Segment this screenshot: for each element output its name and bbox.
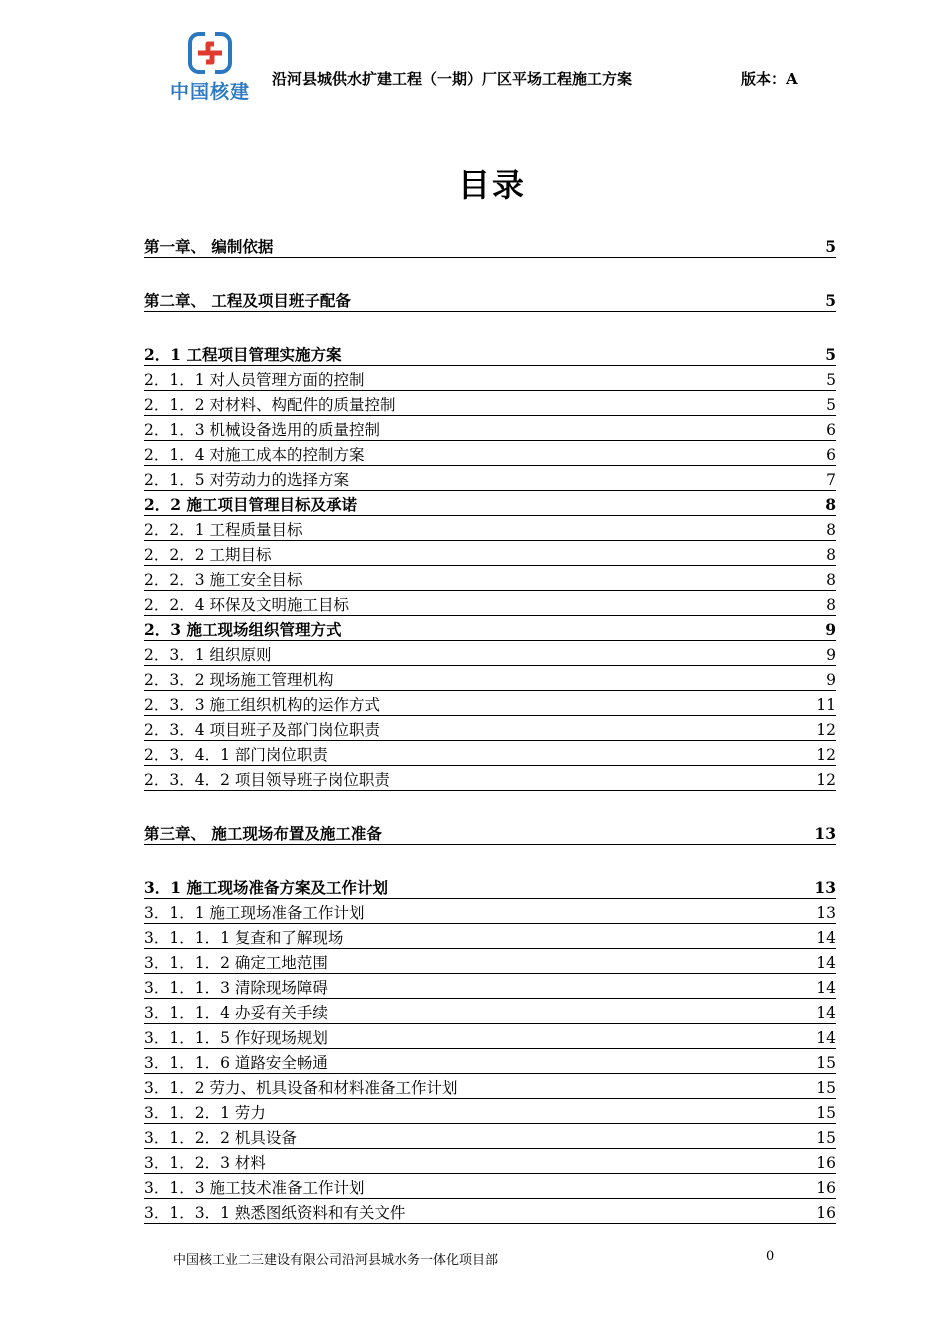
toc-entry-page: 9 (826, 646, 836, 664)
toc-entry-page: 13 (816, 904, 836, 922)
toc-entry-label: 3．1．1．2 确定工地范围 (144, 954, 328, 972)
toc-entry-label: 2．3．3 施工组织机构的运作方式 (144, 696, 381, 714)
toc-entry[interactable] (144, 566, 836, 591)
toc-entry[interactable] (144, 999, 836, 1024)
toc-entry-label: 3．1．3．1 熟悉图纸资料和有关文件 (144, 1204, 406, 1222)
toc-entry-page: 8 (826, 546, 836, 564)
toc-entry[interactable] (144, 666, 836, 691)
toc-entry-label: 2．1．3 机械设备选用的质量控制 (144, 421, 381, 439)
toc-entry-page: 16 (816, 1179, 836, 1197)
cnec-logo-icon (188, 32, 232, 74)
toc-entry-page: 13 (814, 878, 836, 897)
toc-entry[interactable] (144, 233, 836, 258)
logo-text: 中国核建 (169, 81, 250, 103)
toc-entry[interactable] (144, 1099, 836, 1124)
toc-entry-label: 2．1 工程项目管理实施方案 (144, 345, 342, 364)
toc-entry-page: 16 (816, 1154, 836, 1172)
toc-entry-page: 8 (826, 521, 836, 539)
toc-entry-page: 14 (816, 1004, 836, 1022)
toc-entry[interactable] (144, 591, 836, 616)
toc-entry[interactable] (144, 874, 836, 899)
version-label: 版本：A (741, 70, 798, 88)
toc-entry[interactable] (144, 341, 836, 366)
toc-entry-label: 2．2．2 工期目标 (144, 546, 272, 564)
toc-entry[interactable] (144, 366, 836, 391)
toc-entry-label: 2．1．2 对材料、构配件的质量控制 (144, 396, 396, 414)
toc-entry-label: 3．1．2 劳力、机具设备和材料准备工作计划 (144, 1079, 458, 1097)
toc-entry[interactable] (144, 1199, 836, 1224)
toc-entry-label: 2．2．4 环保及文明施工目标 (144, 596, 350, 614)
toc-entry-page: 14 (816, 979, 836, 997)
toc-entry-label: 3．1．1．5 作好现场规划 (144, 1029, 328, 1047)
toc-entry[interactable] (144, 391, 836, 416)
toc-entry[interactable] (144, 641, 836, 666)
toc-entry[interactable] (144, 820, 836, 845)
toc-entry-page: 5 (826, 396, 836, 414)
toc-entry[interactable] (144, 974, 836, 999)
toc-entry-label: 3．1．1．1 复查和了解现场 (144, 929, 344, 947)
toc-entry[interactable] (144, 691, 836, 716)
toc-entry-label: 2．1．5 对劳动力的选择方案 (144, 471, 350, 489)
table-of-contents (144, 233, 836, 1224)
toc-entry-label: 3．1．1．6 道路安全畅通 (144, 1054, 328, 1072)
company-logo (160, 32, 260, 102)
toc-entry-page: 6 (826, 421, 836, 439)
toc-entry-label: 2．2．3 施工安全目标 (144, 571, 303, 589)
toc-entry-page: 5 (825, 291, 836, 310)
toc-entry-label: 3．1 施工现场准备方案及工作计划 (144, 878, 388, 897)
toc-entry-page: 5 (826, 371, 836, 389)
toc-entry-label: 3．1．2．2 机具设备 (144, 1129, 297, 1147)
toc-entry[interactable] (144, 416, 836, 441)
toc-entry[interactable] (144, 1149, 836, 1174)
toc-entry-page: 12 (816, 771, 836, 789)
toc-entry-page: 15 (816, 1079, 836, 1097)
toc-entry-page: 15 (816, 1104, 836, 1122)
toc-entry[interactable] (144, 1124, 836, 1149)
toc-entry[interactable] (144, 1024, 836, 1049)
toc-entry-page: 12 (816, 746, 836, 764)
toc-entry-label: 3．1．1．3 清除现场障碍 (144, 979, 328, 997)
toc-entry-label: 2．3．4 项目班子及部门岗位职责 (144, 721, 381, 739)
toc-entry-page: 15 (816, 1129, 836, 1147)
toc-entry-label: 第二章、 工程及项目班子配备 (144, 291, 351, 310)
toc-entry-label: 第三章、 施工现场布置及施工准备 (144, 824, 382, 843)
toc-entry-page: 7 (826, 471, 836, 489)
toc-heading: 目录 (457, 166, 526, 204)
toc-entry-page: 9 (826, 671, 836, 689)
toc-entry-page: 8 (825, 495, 836, 514)
toc-entry[interactable] (144, 1074, 836, 1099)
toc-entry[interactable] (144, 716, 836, 741)
toc-entry-page: 14 (816, 1029, 836, 1047)
toc-entry[interactable] (144, 466, 836, 491)
toc-entry[interactable] (144, 1049, 836, 1074)
toc-entry[interactable] (144, 899, 836, 924)
toc-entry[interactable] (144, 441, 836, 466)
toc-entry-label: 2．3．4．2 项目领导班子岗位职责 (144, 771, 390, 789)
toc-entry-page: 14 (816, 954, 836, 972)
toc-entry-page: 9 (825, 620, 836, 639)
toc-entry-page: 5 (825, 237, 836, 256)
toc-entry[interactable] (144, 516, 836, 541)
document-title: 沿河县城供水扩建工程（一期）厂区平场工程施工方案 (272, 70, 633, 88)
toc-entry[interactable] (144, 741, 836, 766)
toc-entry[interactable] (144, 287, 836, 312)
toc-entry-label: 3．1．3 施工技术准备工作计划 (144, 1179, 365, 1197)
toc-entry-label: 3．1．1．4 办妥有关手续 (144, 1004, 328, 1022)
toc-entry-page: 15 (816, 1054, 836, 1072)
toc-entry[interactable] (144, 1174, 836, 1199)
footer-page-number: 0 (766, 1249, 775, 1264)
toc-entry[interactable] (144, 766, 836, 791)
toc-entry-label: 2．2 施工项目管理目标及承诺 (144, 495, 357, 514)
toc-entry[interactable] (144, 491, 836, 516)
toc-entry-label: 2．1．4 对施工成本的控制方案 (144, 446, 365, 464)
toc-entry-page: 6 (826, 446, 836, 464)
toc-entry-page: 5 (825, 345, 836, 364)
toc-entry-label: 2．3．4．1 部门岗位职责 (144, 746, 328, 764)
toc-entry-label: 2．2．1 工程质量目标 (144, 521, 303, 539)
toc-entry-label: 3．1．2．1 劳力 (144, 1104, 266, 1122)
toc-entry-label: 3．1．1 施工现场准备工作计划 (144, 904, 365, 922)
toc-entry-label: 2．3 施工现场组织管理方式 (144, 620, 342, 639)
toc-entry-page: 12 (816, 721, 836, 739)
toc-entry-page: 8 (826, 596, 836, 614)
toc-entry-page: 11 (816, 696, 836, 714)
toc-entry-label: 2．3．1 组织原则 (144, 646, 272, 664)
page-header (0, 0, 950, 110)
toc-entry[interactable] (144, 949, 836, 974)
toc-entry[interactable] (144, 616, 836, 641)
toc-entry-label: 第一章、 编制依据 (144, 237, 274, 256)
toc-entry-label: 3．1．2．3 材料 (144, 1154, 266, 1172)
toc-entry-page: 16 (816, 1204, 836, 1222)
toc-entry-label: 2．1．1 对人员管理方面的控制 (144, 371, 365, 389)
toc-entry-page: 8 (826, 571, 836, 589)
toc-entry-label: 2．3．2 现场施工管理机构 (144, 671, 334, 689)
toc-entry[interactable] (144, 541, 836, 566)
toc-entry[interactable] (144, 924, 836, 949)
toc-entry-page: 14 (816, 929, 836, 947)
footer-company: 中国核工业二三建设有限公司沿河县城水务一体化项目部 (173, 1253, 499, 1268)
toc-entry-page: 13 (814, 824, 836, 843)
